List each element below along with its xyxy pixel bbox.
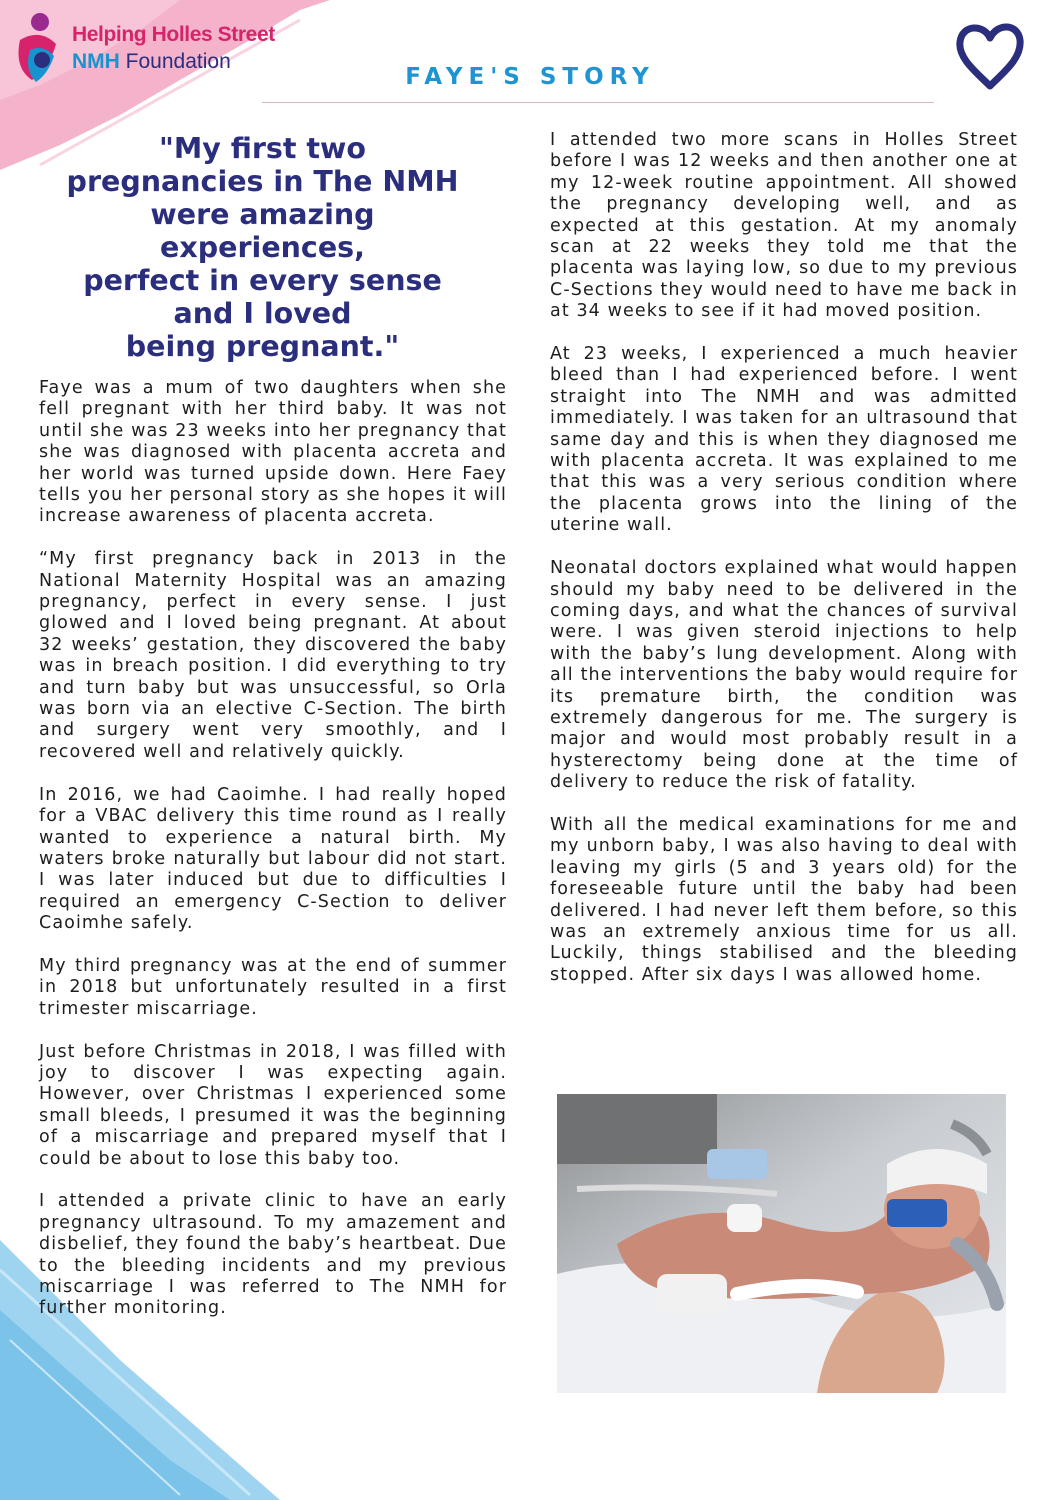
baby-incubator-photo	[557, 1094, 1006, 1393]
pull-quote: "My first two pregnancies in The NMH were amazing experiences, perfect in every sense and I loved being pregnant."	[66, 132, 459, 363]
logo-name: Helping Holles Street	[72, 23, 275, 46]
paragraph: I attended a private clinic to have an early pregnancy ultrasound. To my amazement and disbelief, they found the baby’s heartbeat. Due to the bleeding incidents and my previous miscarriage I was referred to The NMH for further monitoring.	[39, 1191, 507, 1319]
paragraph: Faye was a mum of two daughters when she fell pregnant with her third baby. It was not until she was 23 weeks into her pregnancy that she was diagnosed with placenta accreta and her world was turned upside down. Here Faey tells you her personal story as she hopes it will increase awareness of placenta accreta.	[39, 378, 507, 527]
paragraph: In 2016, we had Caoimhe. I had really hoped for a VBAC delivery this time round as I really wanted to experience a natural birth. My waters broke naturally but labour did not start. I was later induced but due to difficulties I required an emergency C-Section to deliver Caoimhe safely.	[39, 784, 507, 934]
paragraph: With all the medical examinations for me and my unborn baby, I was also having to deal with leaving my girls (5 and 3 years old) for the foreseeable future until the baby had been delivered. I had never left them before, so this was an extremely anxious time for us all. Luckily, things stabilised and the bleeding stopped. After six days I was allowed home.	[550, 814, 1018, 985]
title-divider	[262, 102, 934, 103]
paragraph: My third pregnancy was at the end of summer in 2018 but unfortunately resulted in a first trimester miscarriage.	[39, 955, 507, 1019]
paragraph: “My first pregnancy back in 2013 in the National Maternity Hospital was an amazing pregnancy, perfect in every sense. I just glowed and I loved being pregnant. At about 32 weeks’ gestation, they discovered the baby was in breach position. I did everything to try and turn baby but was unsuccessful, so Orla was born via an elective C-Section. The birth and surgery went very smoothly, and I recovered well and relatively quickly.	[39, 549, 507, 762]
logo-subname: NMH Foundation	[72, 50, 231, 73]
right-column	[550, 130, 1018, 1008]
paragraph: Neonatal doctors explained what would happen should my baby need to be delivered in the coming days, and what the chances of survival were. I was given steroid injections to help with the baby’s lung development. Along with all the interventions the baby would require for its premature birth, the condition was extremely dangerous for me. The surgery is major and would most probably result in a hysterectomy being done at the time of delivery to reduce the risk of fatality.	[550, 558, 1018, 793]
paragraph: At 23 weeks, I experienced a much heavier bleed than I had experienced before. I went straight into The NMH and was admitted immediately. I was taken for an ultrasound that same day and this is when they diagnosed me with placenta accreta. It was explained to me that this was a very serious condition where the placenta grows into the lining of the uterine wall.	[550, 344, 1018, 536]
paragraph: I attended two more scans in Holles Street before I was 12 weeks and then another one at my 12-week routine appointment. All showed the pregnancy developing well, and as expected at this gestation. At my anomaly scan at 22 weeks they told me that the placenta was laying low, so due to my previous C-Sections they would need to have me back in at 34 weeks to see if it had moved position.	[550, 130, 1018, 322]
left-column	[39, 378, 507, 1341]
page-title: FAYE'S STORY	[405, 64, 655, 90]
paragraph: Just before Christmas in 2018, I was filled with joy to discover I was expecting again. However, over Christmas I experienced some small bleeds, I presumed it was the beginning of a miscarriage and prepared myself that I could be about to lose this baby too.	[39, 1041, 507, 1169]
